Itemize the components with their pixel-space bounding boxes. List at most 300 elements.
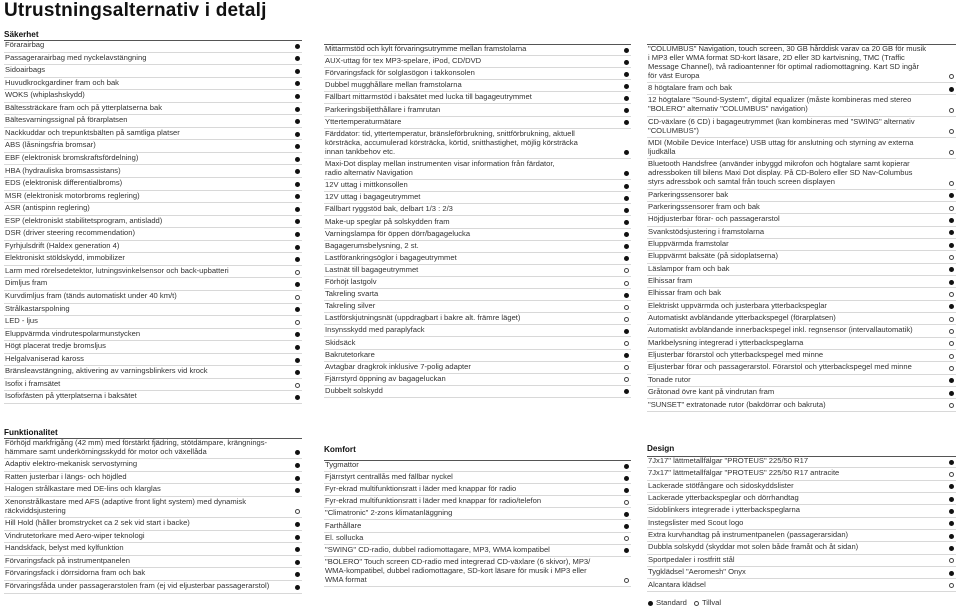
standard-dot-icon xyxy=(295,450,300,455)
spec-row xyxy=(647,264,956,276)
spec-text: "Climatronic" 2-zons klimatanläggning xyxy=(325,508,453,518)
spec-text: AUX-uttag för tex MP3-spelare, iPod, CD/DVD xyxy=(325,56,482,66)
standard-dot-icon xyxy=(295,119,300,124)
spec-row xyxy=(4,178,302,191)
tillval-circle-icon xyxy=(624,268,629,273)
spec-row xyxy=(4,531,302,544)
standard-dot-icon xyxy=(949,243,954,248)
spec-row xyxy=(4,90,302,103)
tillval-circle-icon xyxy=(949,74,954,79)
spec-row xyxy=(647,214,956,226)
standard-dot-icon xyxy=(949,484,954,489)
tillval-circle-icon xyxy=(949,108,954,113)
standard-dot-icon xyxy=(949,304,954,309)
spec-row xyxy=(647,117,956,138)
spec-text: Adaptiv elektro-mekanisk servostyrning xyxy=(5,459,138,469)
tillval-circle-icon xyxy=(624,377,629,382)
spec-text: 12V uttag i mittkonsollen xyxy=(325,180,408,190)
tillval-circle-icon xyxy=(949,255,954,260)
spec-text: Förhöjd markfrigång (42 mm) med förstärkt fjädring, stötdämpare, krängnings- hämmare samt underkörningsskydd för motor och växellåda xyxy=(5,438,268,456)
spec-row xyxy=(324,557,631,587)
spec-row xyxy=(647,325,956,337)
spec-text: Förhöjt lastgolv xyxy=(325,277,377,286)
standard-dot-icon xyxy=(295,44,300,49)
standard-dot-icon xyxy=(295,585,300,590)
standard-dot-icon xyxy=(624,524,629,529)
spec-text: Tonade rutor xyxy=(648,374,691,384)
section-heading: Design xyxy=(647,444,675,453)
spec-row xyxy=(324,472,631,484)
spec-text: Larm med rörelsedetektor, lutningsvinkelsensor och back-upbatteri xyxy=(5,265,229,275)
spec-text: CD-växlare (6 CD) i bagageutrymmet (kan kombineras med "SWING" alternativ "COLUMBUS") xyxy=(648,116,915,135)
standard-dot-icon xyxy=(624,329,629,334)
spec-row xyxy=(4,568,302,581)
spec-text: Automatiskt avbländande innerbackspegel inkl. regnsensor (intervallautomatik) xyxy=(648,325,913,335)
standard-dot-icon xyxy=(624,72,629,77)
spec-row xyxy=(324,508,631,520)
spec-text: Elektroniskt stöldskydd, immobilizer xyxy=(5,253,125,263)
spec-text: Strålkastarspolning xyxy=(5,303,70,313)
standard-dot-icon xyxy=(648,601,653,606)
spec-text: Svankstödsjustering i framstolarna xyxy=(648,226,765,236)
spec-text: Lackerade stötfångare och sidoskyddslister xyxy=(648,480,794,490)
spec-text: Tygmattor xyxy=(325,460,359,469)
standard-dot-icon xyxy=(624,220,629,225)
standard-dot-icon xyxy=(624,196,629,201)
spec-text: Tygklädsel "Aeromesh" Onyx xyxy=(648,567,746,577)
spec-row xyxy=(647,350,956,362)
spec-row xyxy=(4,366,302,379)
spec-text: Automatiskt avbländande ytterbackspegel (förarplatsen) xyxy=(648,313,836,323)
spec-row xyxy=(4,115,302,128)
spec-text: Insynsskydd med paraplyfack xyxy=(325,325,425,335)
spec-text: Elhissar fram och bak xyxy=(648,288,722,298)
spec-row xyxy=(647,276,956,288)
spec-row xyxy=(647,542,956,554)
standard-dot-icon xyxy=(949,267,954,272)
spec-row xyxy=(324,386,631,398)
legend xyxy=(648,598,721,607)
spec-row xyxy=(4,53,302,66)
standard-dot-icon xyxy=(295,219,300,224)
spec-text: Parkeringssensorer fram och bak xyxy=(648,201,760,211)
standard-dot-icon xyxy=(624,512,629,517)
standard-dot-icon xyxy=(295,132,300,137)
spec-text: MSR (elektronisk motorbroms reglering) xyxy=(5,190,140,200)
spec-text: El. sollucka xyxy=(325,532,364,542)
spec-row xyxy=(4,304,302,317)
tillval-circle-icon xyxy=(295,320,300,325)
spec-text: HBA (hydrauliska bromsassistans) xyxy=(5,165,121,175)
spec-text: Fällbart mittarmstöd i baksätet med lucka till bagageutrymmet xyxy=(325,92,532,102)
spec-text: Xenonstrålkastare med AFS (adaptive front light system) med dynamisk räckviddsjustering xyxy=(5,496,246,515)
spec-row xyxy=(4,278,302,291)
spec-text: Halogen strålkastare med DE-lins och klarglas xyxy=(5,484,161,494)
standard-dot-icon xyxy=(295,194,300,199)
spec-row xyxy=(647,288,956,300)
spec-text: MDI (Mobile Device Interface) USB uttag för anslutning och styrning av externa ljudkälla xyxy=(648,138,914,156)
tillval-circle-icon xyxy=(295,295,300,300)
spec-text: Eluppvärmda vindrutespolarmunstycken xyxy=(5,328,141,338)
spec-text: 12V uttag i bagageutrymmet xyxy=(325,192,421,202)
spec-text: Dimljus fram xyxy=(5,278,48,288)
spec-row xyxy=(647,138,956,159)
standard-dot-icon xyxy=(949,509,954,514)
spec-text: Färddator: tid, yttertemperatur, bränsleförbrukning, snittförbrukning, aktuell körsträcka, accumulerad körsträcka, körtid, snitthastighet, möjlig körsträcka innan tankbehov etc. xyxy=(325,128,578,156)
spec-text: EBF (elektronisk bromskraftsfördelning) xyxy=(5,152,139,162)
spec-row xyxy=(324,159,631,180)
spec-text: Markbelysning integrerad i ytterbackspeglarna xyxy=(648,337,804,347)
tillval-circle-icon xyxy=(949,366,954,371)
standard-dot-icon xyxy=(624,96,629,101)
spec-text: Bakrutetorkare xyxy=(325,349,375,359)
standard-dot-icon xyxy=(295,463,300,468)
spec-row xyxy=(324,545,631,557)
standard-dot-icon xyxy=(949,87,954,92)
spec-row xyxy=(324,338,631,350)
spec-row xyxy=(4,484,302,497)
spec-text: Make-up speglar på solskydden fram xyxy=(325,216,450,226)
spec-text: Fyrhjulsdrift (Haldex generation 4) xyxy=(5,240,120,250)
tillval-circle-icon xyxy=(624,536,629,541)
standard-dot-icon xyxy=(624,208,629,213)
spec-text: Helgalvaniserad kaross xyxy=(5,353,84,363)
standard-dot-icon xyxy=(949,218,954,223)
spec-row xyxy=(647,362,956,374)
spec-row xyxy=(324,350,631,362)
standard-dot-icon xyxy=(949,391,954,396)
spec-row xyxy=(4,166,302,179)
tillval-circle-icon xyxy=(949,329,954,334)
tillval-circle-icon xyxy=(295,509,300,514)
spec-row xyxy=(324,105,631,117)
spec-text: Förvaringsfack på instrumentpanelen xyxy=(5,555,130,565)
standard-dot-icon xyxy=(295,157,300,162)
spec-text: Lastförankringsöglor i bagageutrymmet xyxy=(325,252,457,262)
section-heading: Funktionalitet xyxy=(4,428,58,437)
spec-text: Fällbart ryggstöd bak, delbart 1/3 : 2/3 xyxy=(325,204,453,214)
tillval-circle-icon xyxy=(949,292,954,297)
spec-row xyxy=(324,362,631,374)
spec-row xyxy=(647,456,956,468)
spec-text: WOKS (whiplashskydd) xyxy=(5,90,85,100)
spec-row xyxy=(647,375,956,387)
spec-text: "COLUMBUS" Navigation, touch screen, 30 GB hårddisk varav ca 20 GB för musik i MP3 eller WMA format SD-kort läsare, 2D eller 3D kartvisning, TMC (Traffic Message Channel), två radioantenner för optimal radiomottagning. Kart SD ingår för väst Europa xyxy=(648,44,927,80)
tillval-circle-icon xyxy=(949,583,954,588)
tillval-circle-icon xyxy=(624,578,629,583)
spec-text: Lastförskjutningsnät (uppdragbart i bakre alt. främre läget) xyxy=(325,313,521,323)
spec-row xyxy=(324,496,631,508)
standard-dot-icon xyxy=(624,476,629,481)
spec-row xyxy=(324,521,631,533)
spec-text: ASR (antispinn reglering) xyxy=(5,203,90,213)
spec-text: Bagagerumsbelysning, 2 st. xyxy=(325,240,419,250)
spec-row xyxy=(4,78,302,91)
spec-text: Höjdjusterbar förar- och passagerarstol xyxy=(648,214,780,224)
standard-dot-icon xyxy=(624,232,629,237)
spec-row xyxy=(4,253,302,266)
spec-text: Förvaringsfack för solglasögon i takkonsolen xyxy=(325,68,475,78)
tillval-circle-icon xyxy=(949,558,954,563)
standard-dot-icon xyxy=(624,389,629,394)
spec-text: Kurvdimljus fram (tänds automatiskt under 40 km/t) xyxy=(5,291,177,300)
spec-text: ABS (låsningsfria bromsar) xyxy=(5,140,96,150)
standard-dot-icon xyxy=(295,94,300,99)
standard-dot-icon xyxy=(949,521,954,526)
tillval-circle-icon xyxy=(624,500,629,505)
standard-dot-icon xyxy=(295,207,300,212)
spec-text: Fjärrstyrt centrallås med fällbar nyckel xyxy=(325,472,453,482)
spec-row xyxy=(324,217,631,229)
spec-text: Högt placerat tredje bromsljus xyxy=(5,341,106,351)
spec-row xyxy=(324,192,631,204)
spec-text: LED - ljus xyxy=(5,316,38,326)
standard-dot-icon xyxy=(295,332,300,337)
spec-row xyxy=(324,129,631,159)
standard-dot-icon xyxy=(295,232,300,237)
spec-text: Skidsäck xyxy=(325,337,356,347)
spec-text: Passagerarairbag med nyckelavstängning xyxy=(5,52,147,62)
spec-text: Yttertemperaturmätare xyxy=(325,116,402,126)
spec-row xyxy=(647,313,956,325)
standard-dot-icon xyxy=(295,370,300,375)
tillval-circle-icon xyxy=(694,601,699,606)
spec-row xyxy=(4,497,302,518)
spec-row xyxy=(324,460,631,472)
spec-row xyxy=(4,65,302,78)
spec-row xyxy=(4,316,302,329)
spec-row xyxy=(647,83,956,95)
standard-dot-icon xyxy=(295,560,300,565)
tillval-circle-icon xyxy=(949,206,954,211)
spec-row xyxy=(4,191,302,204)
standard-dot-icon xyxy=(295,182,300,187)
spec-text: Eluppvärmda framstolar xyxy=(648,238,729,248)
tillval-circle-icon xyxy=(949,403,954,408)
spec-row xyxy=(324,68,631,80)
spec-text: Sidoairbags xyxy=(5,65,46,75)
spec-row xyxy=(4,438,302,459)
tillval-circle-icon xyxy=(624,305,629,310)
spec-row xyxy=(4,379,302,392)
spec-row xyxy=(4,391,302,404)
spec-text: Alcantara klädsel xyxy=(648,579,706,589)
spec-row xyxy=(324,313,631,325)
spec-row xyxy=(647,202,956,214)
spec-row xyxy=(324,265,631,277)
spec-row xyxy=(647,95,956,116)
spec-row xyxy=(324,374,631,386)
standard-dot-icon xyxy=(624,464,629,469)
spec-row xyxy=(4,472,302,485)
tillval-circle-icon xyxy=(949,129,954,134)
spec-row xyxy=(4,40,302,53)
spec-text: ESP (elektroniskt stabilitetsprogram, antisladd) xyxy=(5,215,163,225)
spec-text: Läslampor fram och bak xyxy=(648,263,730,273)
spec-row xyxy=(4,128,302,141)
spec-text: Sportpedaler i rostfritt stål xyxy=(648,554,735,564)
standard-dot-icon xyxy=(624,548,629,553)
standard-dot-icon xyxy=(295,535,300,540)
legend-tillval: Tillval xyxy=(701,598,722,607)
spec-row xyxy=(324,301,631,313)
standard-dot-icon xyxy=(295,56,300,61)
spec-text: Extra kurvhandtag på instrumentpanelen (passagerarsidan) xyxy=(648,530,849,540)
standard-dot-icon xyxy=(949,460,954,465)
spec-text: Handskfack, belyst med kylfunktion xyxy=(5,543,124,553)
standard-dot-icon xyxy=(295,345,300,350)
spec-text: Fyr-ekrad multifunktionsratt i läder med knappar för radio/telefon xyxy=(325,496,542,506)
standard-dot-icon xyxy=(295,488,300,493)
spec-text: DSR (driver steering recommendation) xyxy=(5,228,135,238)
spec-text: Bränsleavstängning, aktivering av varningsblinkers vid krock xyxy=(5,366,208,376)
tillval-circle-icon xyxy=(624,317,629,322)
spec-row xyxy=(324,117,631,129)
spec-text: "SUNSET" extratonade rutor (bakdörrar och bakruta) xyxy=(648,399,826,409)
spec-text: Dubbel mugghållare mellan framstolarna xyxy=(325,80,462,90)
standard-dot-icon xyxy=(949,571,954,576)
spec-text: Mittarmstöd och kylt förvaringsutrymme mellan framstolarna xyxy=(325,44,527,53)
spec-text: Takreling svarta xyxy=(325,289,379,299)
standard-dot-icon xyxy=(624,184,629,189)
spec-row xyxy=(4,266,302,279)
spec-row xyxy=(647,159,956,189)
tillval-circle-icon xyxy=(295,383,300,388)
spec-row xyxy=(647,580,956,592)
standard-dot-icon xyxy=(949,497,954,502)
spec-text: Eljusterbar förar och passagerarstol. Förarstol och ytterbackspegel med minne xyxy=(648,362,912,372)
standard-dot-icon xyxy=(624,108,629,113)
spec-row xyxy=(4,518,302,531)
spec-row xyxy=(4,103,302,116)
standard-dot-icon xyxy=(624,48,629,53)
spec-row xyxy=(324,92,631,104)
standard-dot-icon xyxy=(295,395,300,400)
spec-text: Sidoblinkers integrerade i ytterbackspeglarna xyxy=(648,505,800,515)
spec-text: Gråtonad övre kant på vindrutan fram xyxy=(648,387,775,397)
standard-dot-icon xyxy=(295,144,300,149)
spec-text: Bältesvarningssignal på förarplatsen xyxy=(5,115,128,125)
spec-row xyxy=(4,341,302,354)
spec-row xyxy=(4,228,302,241)
standard-dot-icon xyxy=(949,534,954,539)
spec-text: Lackerade ytterbackspeglar och dörrhandtag xyxy=(648,493,799,503)
standard-dot-icon xyxy=(295,245,300,250)
spec-text: Parkeringsbiljetthållare i framrutan xyxy=(325,104,441,114)
standard-dot-icon xyxy=(295,307,300,312)
spec-text: Isofix i framsätet xyxy=(5,378,61,388)
legend-standard: Standard xyxy=(656,598,687,607)
spec-text: "BOLERO" Touch screen CD-radio med integrerad CD-växlare (6 skivor), MP3/ WMA-kompatibel, dubbel radiomottagare, SD-kort läsare för musik i MP3 eller WMA format xyxy=(325,556,591,584)
spec-row xyxy=(647,468,956,480)
spec-row xyxy=(647,400,956,412)
spec-text: Parkeringssensorer bak xyxy=(648,189,729,199)
section-heading: Säkerhet xyxy=(4,30,39,39)
spec-row xyxy=(647,251,956,263)
spec-row xyxy=(647,555,956,567)
standard-dot-icon xyxy=(295,169,300,174)
spec-text: Varningslampa för öppen dörr/bagagelucka xyxy=(325,228,471,238)
spec-text: Förarairbag xyxy=(5,40,45,49)
spec-text: Eluppvärmt baksäte (på sidoplatserna) xyxy=(648,251,779,261)
spec-row xyxy=(324,56,631,68)
spec-row xyxy=(4,459,302,472)
spec-row xyxy=(324,533,631,545)
spec-row xyxy=(324,80,631,92)
standard-dot-icon xyxy=(949,546,954,551)
tillval-circle-icon xyxy=(624,341,629,346)
tillval-circle-icon xyxy=(624,281,629,286)
tillval-circle-icon xyxy=(949,354,954,359)
spec-text: Takreling silver xyxy=(325,301,376,311)
spec-row xyxy=(324,325,631,337)
standard-dot-icon xyxy=(624,84,629,89)
spec-row xyxy=(647,190,956,202)
standard-dot-icon xyxy=(624,60,629,65)
standard-dot-icon xyxy=(624,150,629,155)
spec-text: Nackkuddar och trepunktsbälten på samtliga platser xyxy=(5,127,180,137)
spec-text: Dubbla solskydd (skyddar mot solen både framåt och åt sidan) xyxy=(648,542,859,552)
spec-text: Eljusterbar förarstol och ytterbackspegel med minne xyxy=(648,350,824,360)
standard-dot-icon xyxy=(624,171,629,176)
spec-row xyxy=(647,338,956,350)
tillval-circle-icon xyxy=(949,472,954,477)
spec-row xyxy=(647,481,956,493)
spec-row xyxy=(324,289,631,301)
spec-text: Fyr-ekrad multifunktionsratt i läder med knappar för radio xyxy=(325,484,517,494)
spec-text: EDS (elektronisk differentialbroms) xyxy=(5,178,123,188)
standard-dot-icon xyxy=(624,488,629,493)
spec-text: Förvaringsfåda under passagerarstolen fram (ej vid eljusterbar passagerarstol) xyxy=(5,581,270,590)
spec-text: Lastnät till bagageutrymmet xyxy=(325,264,419,274)
standard-dot-icon xyxy=(624,256,629,261)
spec-row xyxy=(4,329,302,342)
spec-row xyxy=(324,180,631,192)
standard-dot-icon xyxy=(624,293,629,298)
spec-row xyxy=(324,484,631,496)
spec-text: Avtagbar dragkrok inklusive 7-polig adapter xyxy=(325,361,471,371)
spec-row xyxy=(647,227,956,239)
standard-dot-icon xyxy=(949,378,954,383)
spec-row xyxy=(647,505,956,517)
tillval-circle-icon xyxy=(295,270,300,275)
standard-dot-icon xyxy=(295,107,300,112)
spec-row xyxy=(4,581,302,594)
spec-row xyxy=(4,216,302,229)
standard-dot-icon xyxy=(624,120,629,125)
standard-dot-icon xyxy=(949,280,954,285)
standard-dot-icon xyxy=(295,257,300,262)
spec-row xyxy=(324,229,631,241)
tillval-circle-icon xyxy=(949,341,954,346)
spec-text: 12 högtalare "Sound-System", digital equalizer (måste kombineras med stereo "BOLERO" alternativ "COLUMBUS" navigation) xyxy=(648,95,912,114)
spec-text: "SWING" CD-radio, dubbel radiomottagare, MP3, WMA kompatibel xyxy=(325,544,550,554)
spec-row xyxy=(324,44,631,56)
standard-dot-icon xyxy=(295,572,300,577)
spec-row xyxy=(4,241,302,254)
spec-text: Isofixfästen på ytterplatserna i baksätet xyxy=(5,391,137,401)
spec-text: 8 högtalare fram och bak xyxy=(648,83,733,93)
tillval-circle-icon xyxy=(949,181,954,186)
spec-text: Förvaringsfack i dörrsidorna fram och bak xyxy=(5,568,146,578)
spec-text: Huvudkrockgardiner fram och bak xyxy=(5,77,119,87)
spec-row xyxy=(647,567,956,579)
spec-row xyxy=(647,301,956,313)
spec-row xyxy=(4,153,302,166)
spec-row xyxy=(4,354,302,367)
spec-row xyxy=(324,277,631,289)
standard-dot-icon xyxy=(949,193,954,198)
